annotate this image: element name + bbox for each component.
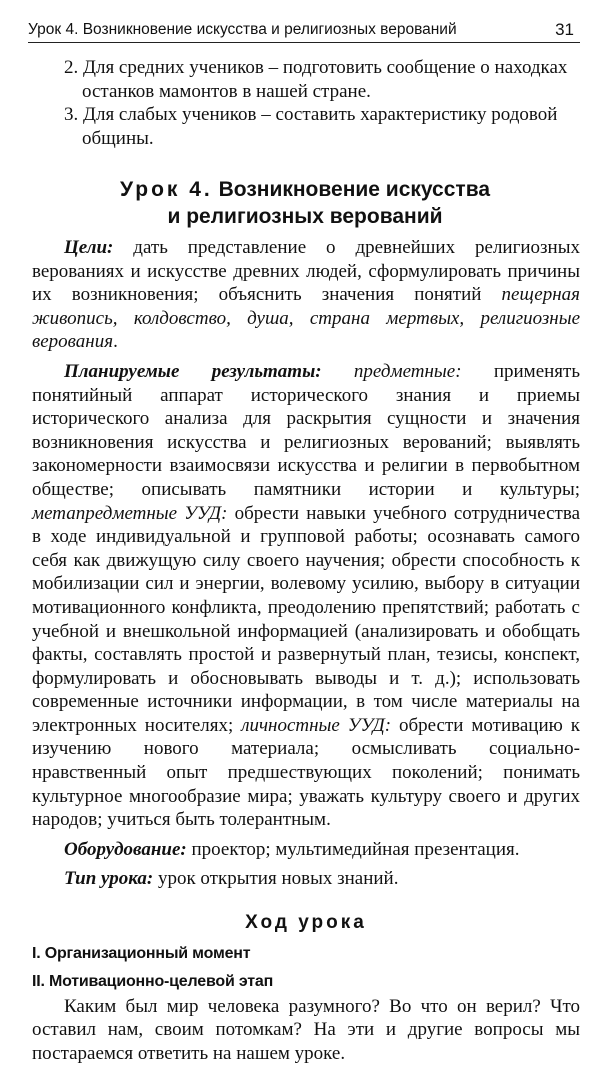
- lesson-number: Урок 4.: [119, 178, 213, 201]
- equipment-label: Оборудование:: [64, 838, 187, 860]
- running-title: Урок 4. Возникновение искусства и религиозных верований: [28, 21, 457, 38]
- lesson-title: [0, 176, 610, 230]
- lesson-type-label: Тип урока:: [64, 868, 154, 890]
- goals-text: дать представление о древнейших религиозных верованиях и искусстве древних людей, сформулировать причины их возникновения; объяснить значения понятий: [32, 237, 580, 306]
- lesson-body: [32, 236, 580, 1071]
- task-item: 2. Для средних учеников – подготовить сообщение о находках останков мамонтов в нашей стране.: [64, 57, 568, 102]
- stage2-paragraph: Каким был мир человека разумного? Во что он верил? Что оставил нам, своим потомкам? На эти и другие вопросы мы постараемся ответить на нашем уроке.: [32, 995, 580, 1064]
- subject-label: предметные:: [321, 360, 462, 382]
- goals-end: .: [113, 331, 118, 353]
- results-label: Планируемые результаты:: [64, 360, 322, 382]
- lesson-title-line2: и религиозных верований: [167, 205, 443, 228]
- results-paragraph: [32, 360, 580, 832]
- lesson-title-text: Возникновение искусства: [218, 178, 491, 201]
- goals-label: Цели:: [64, 237, 114, 258]
- meta-label: метапредметные УУД:: [32, 502, 228, 524]
- goals-terms: пещерная живопись, колдовство, душа, страна мертвых, религиозные верования: [32, 284, 580, 353]
- running-header: [28, 20, 580, 43]
- task-item: 3. Для слабых учеников – составить характеристику родовой общины.: [64, 104, 558, 149]
- stage-heading-2: II. Мотивационно-целевой этап: [32, 972, 274, 990]
- equipment-text: проектор; мультимедийная презентация.: [186, 838, 520, 860]
- course-heading: Ход урока: [245, 912, 367, 934]
- personal-label: личностные УУД:: [241, 714, 392, 736]
- personal-text: обрести мотивацию к изучению нового материала; осмысливать социально-нравственный опыт предшествующих поколений; понимать культурное многообразие мира; уважать культуру своего и других народов; учиться быть толерантным.: [32, 714, 580, 831]
- lesson-type-paragraph: [32, 867, 580, 891]
- lesson-title-line1: [0, 176, 610, 203]
- subject-text: применять понятийный аппарат исторического знания и приемы исторического анализа для раскрытия сущности и значения возникновения искусства и религиозных верований; выявлять закономерности взаимосвязи искусства и религии в первобытном обществе; описывать памятники истории и культуры;: [32, 360, 581, 500]
- task-list: [64, 56, 582, 150]
- equipment-paragraph: [32, 838, 580, 862]
- page-number: 31: [555, 20, 574, 39]
- stage-heading-1: I. Организационный момент: [32, 944, 251, 962]
- lesson-type-text: урок открытия новых знаний.: [153, 868, 399, 890]
- meta-text: обрести навыки учебного сотрудничества в ходе индивидуальной и групповой работы; осознавать самого себя как движущую силу своего научения; обрести способность к мобилизации сил и энергии, волевому усилию, выбору в ситуации мотивационного конфликта, преодолению препятствий; работать с учебной и внешкольной информацией (анализировать и обобщать факты, составлять простой и развернутый план, тезисы, конспект, формулировать и обосновывать выводы и т. д.); использовать современные источники информации, в том числе материалы на электронных носителях;: [32, 502, 580, 736]
- goals-paragraph: [32, 236, 580, 354]
